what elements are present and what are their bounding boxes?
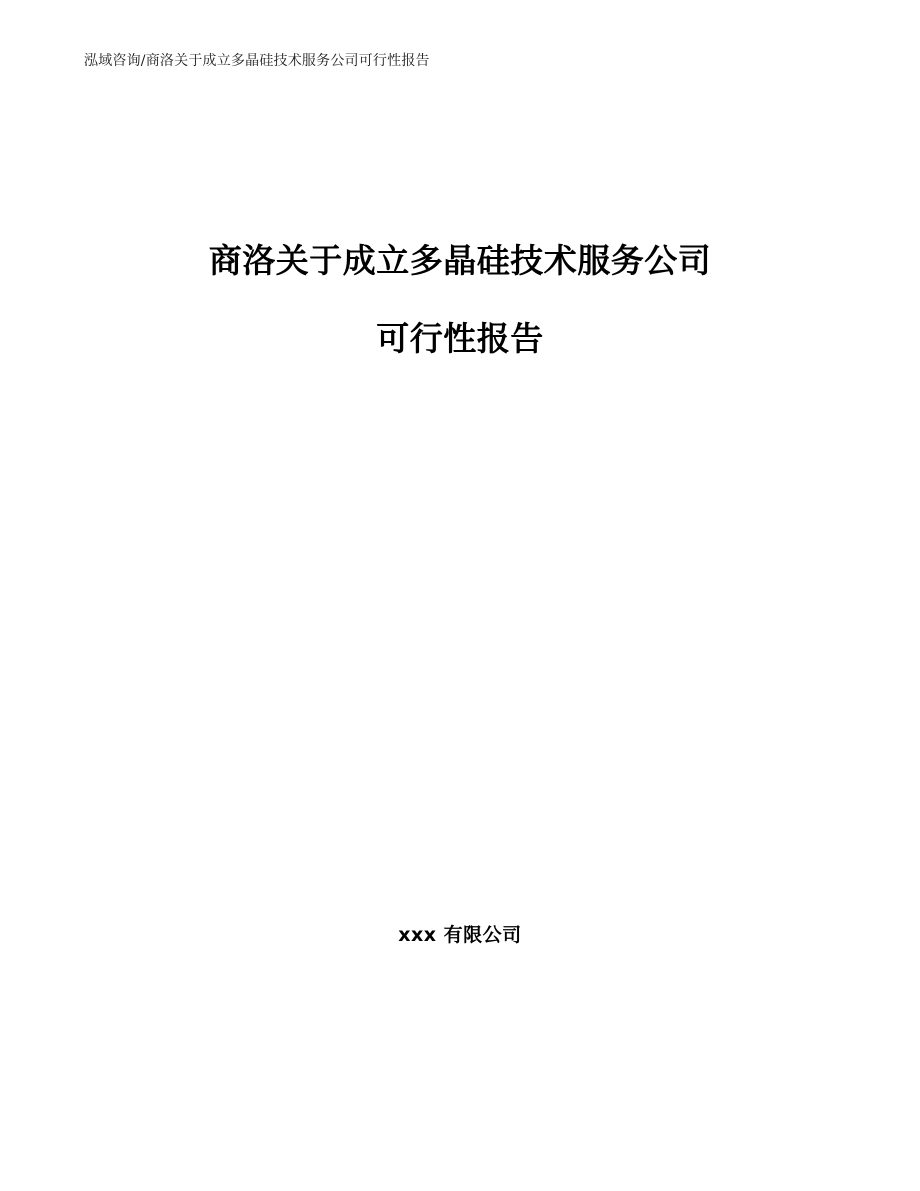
document-title-line-1: 商洛关于成立多晶硅技术服务公司 bbox=[208, 241, 712, 280]
document-title-line-2: 可行性报告 bbox=[376, 319, 544, 358]
document-title-block bbox=[84, 222, 836, 378]
company-name: xxx 有限公司 bbox=[398, 924, 522, 946]
page-header: 泓域咨询/商洛关于成立多晶硅技术服务公司可行性报告 bbox=[84, 53, 430, 69]
